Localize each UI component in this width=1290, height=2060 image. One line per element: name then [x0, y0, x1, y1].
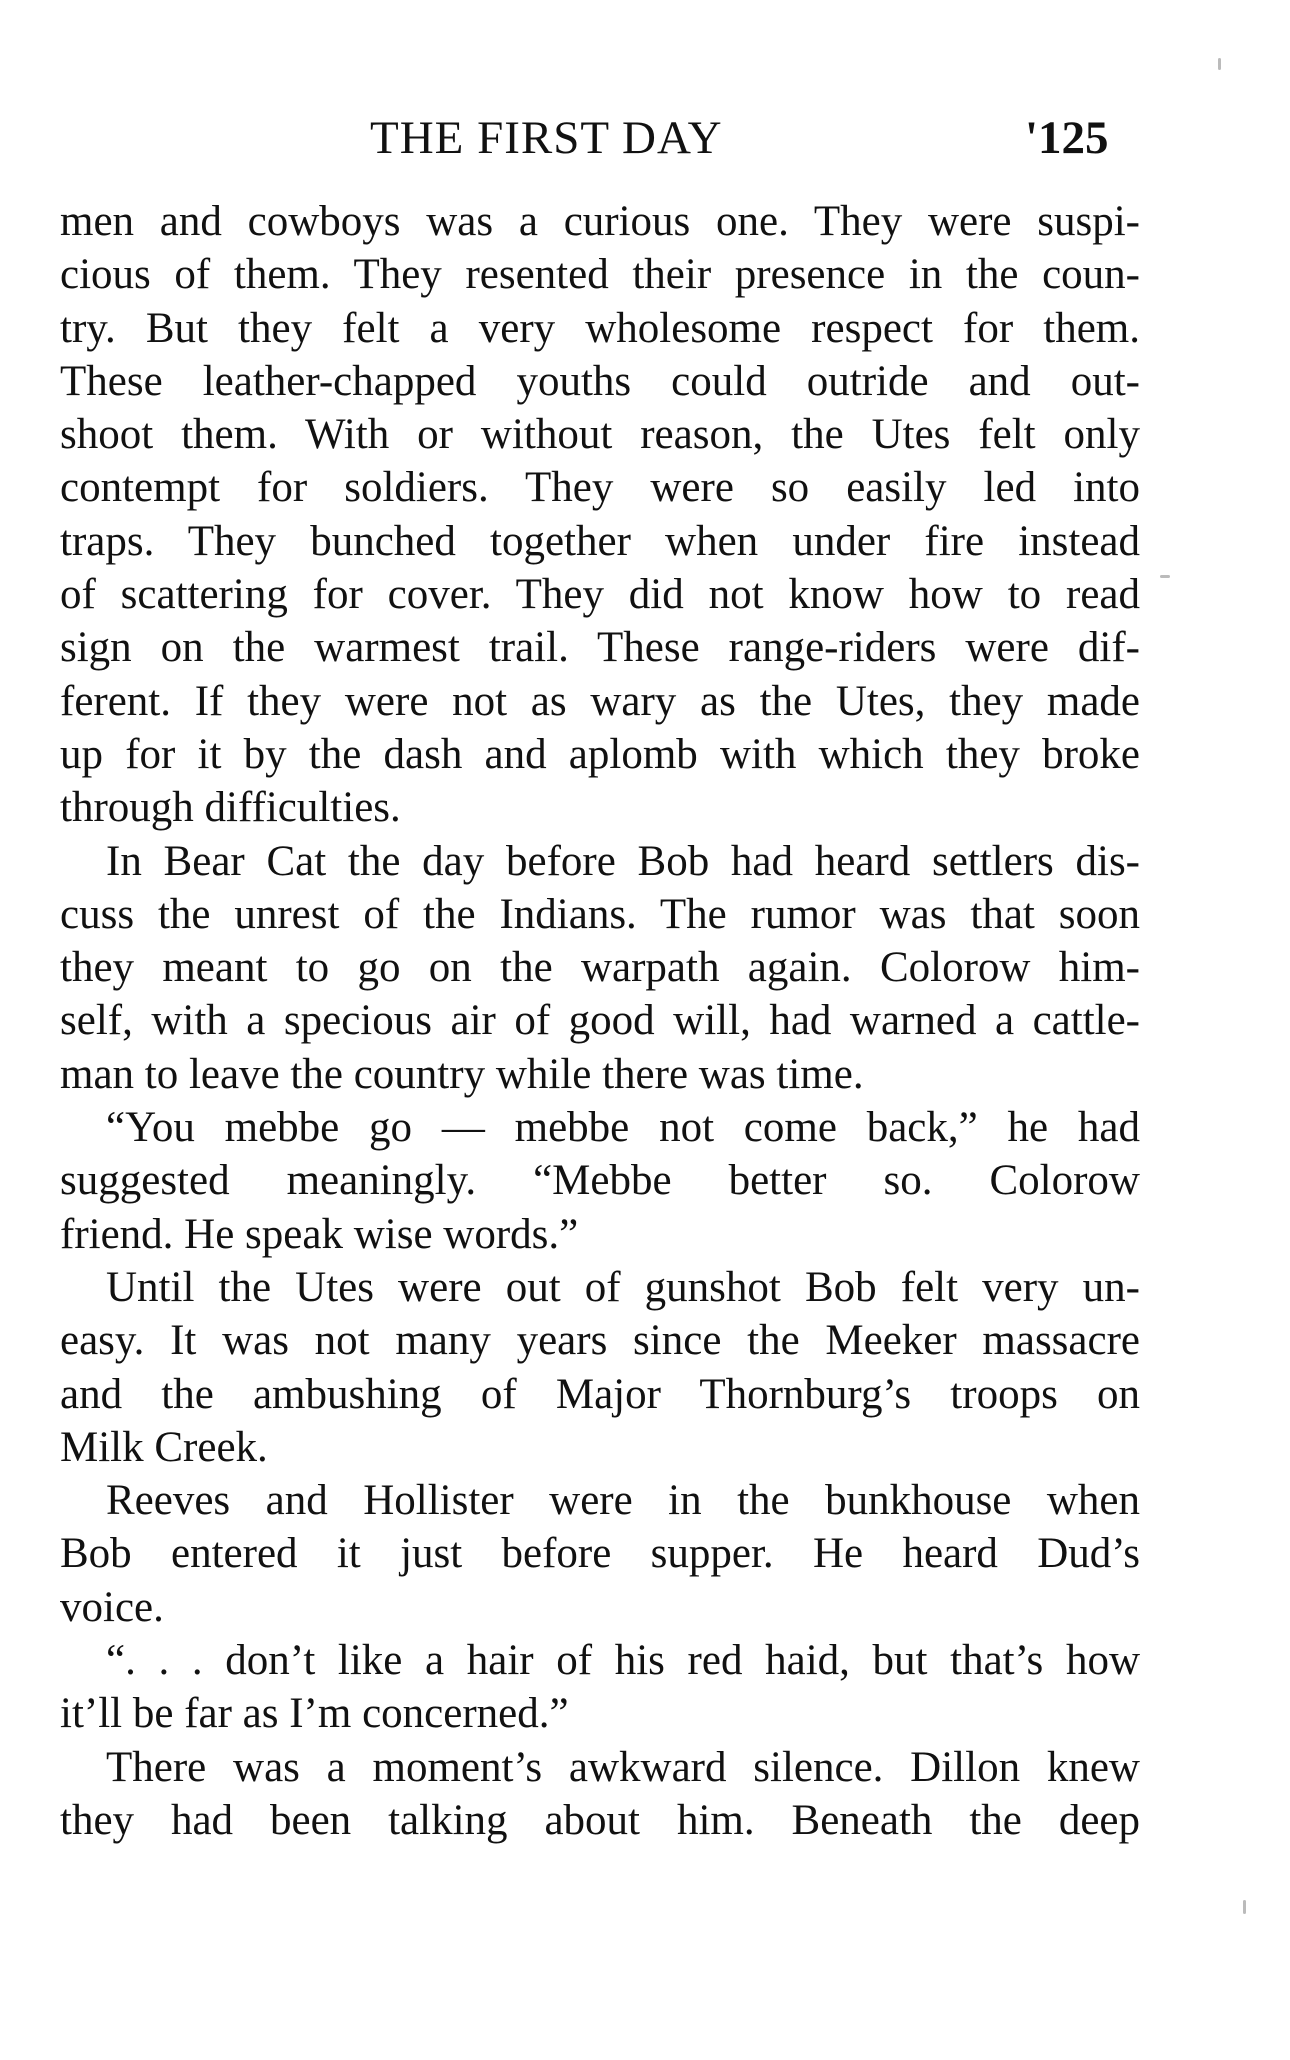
text-line: contempt for soldiers. They were so easily led into — [60, 464, 1140, 512]
text-line: man to leave the country while there was time. — [60, 1050, 864, 1098]
text-line: through difficulties. — [60, 784, 401, 832]
text-line: traps. They bunched together when under fire instead — [60, 517, 1140, 565]
text-line: they meant to go on the warpath again. Colorow him- — [60, 944, 1140, 992]
paper-speck — [1160, 575, 1170, 578]
text-line: up for it by the dash and aplomb with which they broke — [60, 730, 1140, 778]
text-line: Bob entered it just before supper. He heard Dud’s — [60, 1530, 1140, 1578]
text-line: voice. — [60, 1583, 164, 1631]
text-line: shoot them. With or without reason, the Utes felt only — [60, 411, 1140, 459]
text-line: try. But they felt a very wholesome respect for them. — [60, 304, 1140, 352]
text-line: Reeves and Hollister were in the bunkhouse when — [106, 1477, 1140, 1525]
text-line: sign on the warmest trail. These range-riders were dif- — [60, 624, 1140, 672]
text-line: easy. It was not many years since the Meeker massacre — [60, 1317, 1140, 1365]
text-line: friend. He speak wise words.” — [60, 1210, 579, 1258]
text-line: men and cowboys was a curious one. They were suspi- — [60, 198, 1140, 245]
paper-speck — [1243, 1900, 1246, 1914]
text-line: suggested meaningly. “Mebbe better so. Colorow — [60, 1157, 1140, 1205]
text-line: self, with a specious air of good will, had warned a cattle- — [60, 997, 1140, 1045]
page-number: '125 — [1025, 112, 1109, 164]
running-header — [60, 108, 1140, 168]
text-line: “. . . don’t like a hair of his red haid, but that’s how — [106, 1637, 1140, 1685]
text-line: cious of them. They resented their presence in the coun- — [60, 251, 1140, 299]
text-line: In Bear Cat the day before Bob had heard settlers dis- — [106, 837, 1140, 885]
text-line: they had been talking about him. Beneath the deep — [60, 1796, 1140, 1844]
text-line: Until the Utes were out of gunshot Bob felt very un- — [106, 1263, 1140, 1311]
text-line: it’ll be far as I’m concerned.” — [60, 1690, 569, 1738]
text-line: ferent. If they were not as wary as the Utes, they made — [60, 677, 1140, 725]
text-line: cuss the unrest of the Indians. The rumor was that soon — [60, 890, 1140, 938]
text-line: and the ambushing of Major Thornburg’s troops on — [60, 1370, 1140, 1418]
running-title: THE FIRST DAY — [370, 112, 723, 164]
paper-speck — [1218, 58, 1221, 70]
text-line: There was a moment’s awkward silence. Dillon knew — [106, 1743, 1140, 1791]
text-line: Milk Creek. — [60, 1423, 268, 1471]
text-line: These leather-chapped youths could outride and out- — [60, 357, 1140, 405]
text-line: of scattering for cover. They did not know how to read — [60, 571, 1140, 619]
text-line: “You mebbe go — mebbe not come back,” he had — [106, 1104, 1140, 1152]
body-text — [60, 195, 1140, 1847]
